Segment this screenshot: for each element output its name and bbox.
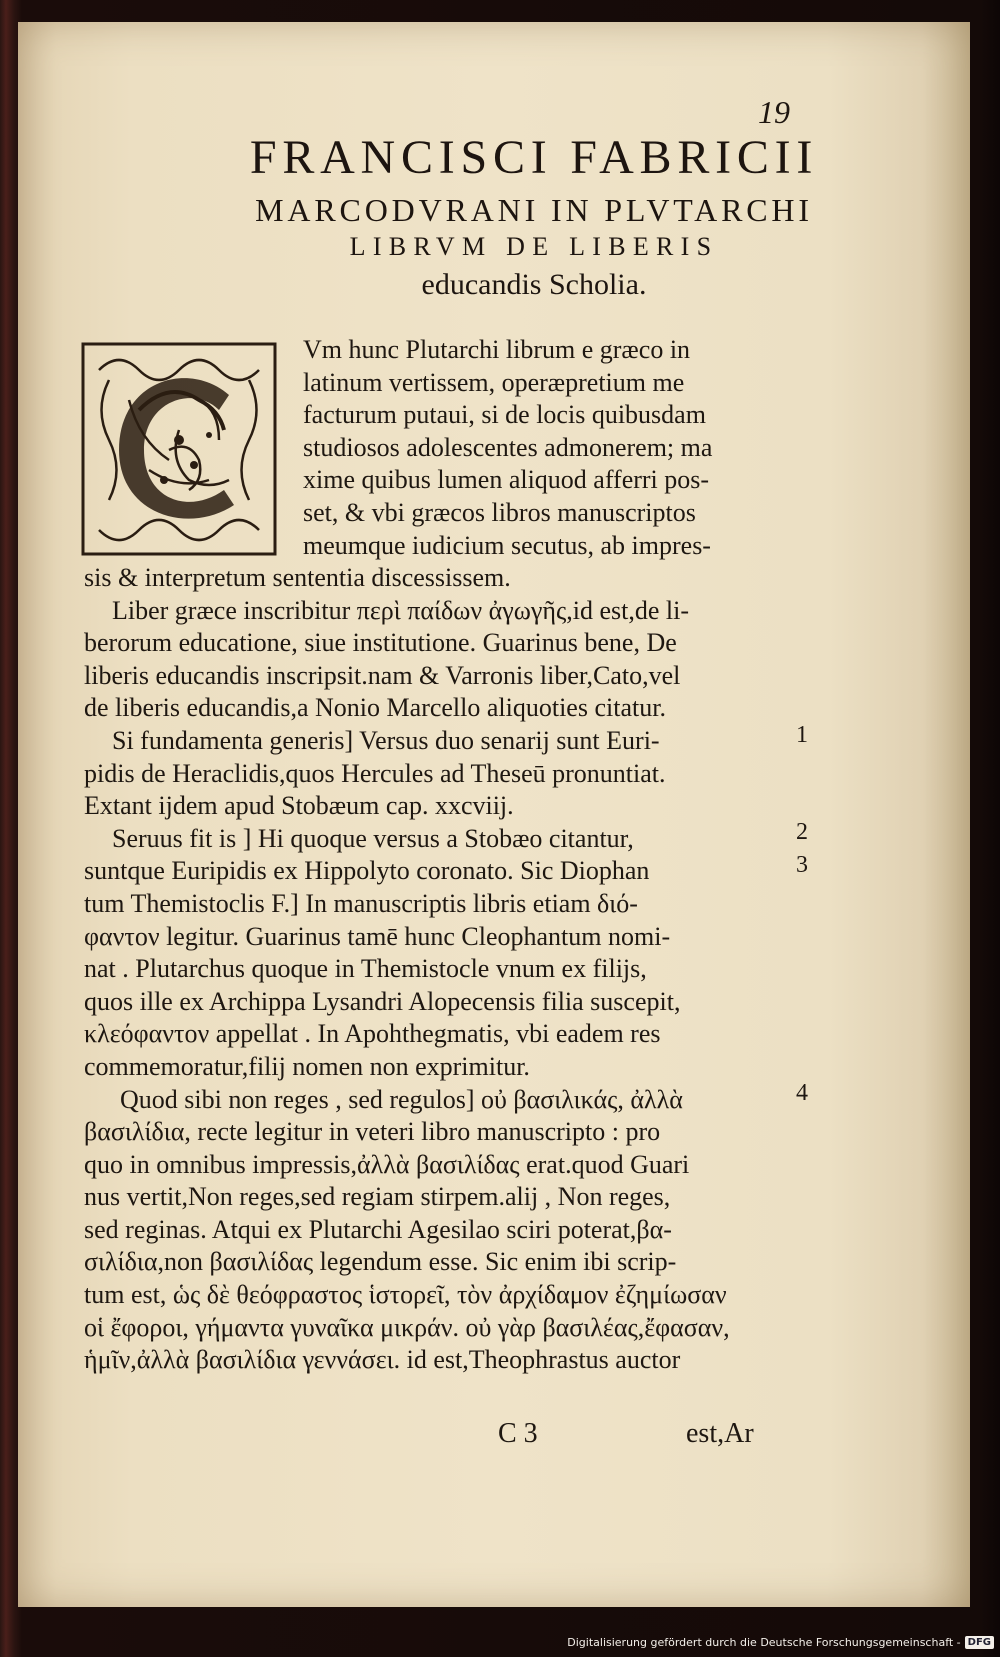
catchword: est,Ar [686,1418,754,1449]
footer-credit-text: Digitalisierung gefördert durch die Deutsche Forschungsgemeinschaft - [567,1635,961,1649]
text-line: Si fundamenta generis] Versus duo senarij sunt Euri- [112,725,660,755]
text-line: facturum putaui, si de locis quibusdam [303,400,706,430]
text-line: latinum vertissem, operæpretium me [303,367,685,397]
text-line: sed reginas. Atqui ex Plutarchi Agesilao sciri poterat,βα- [84,1214,672,1244]
text-line: berorum educatione, siue institutione. Guarinus bene, De [84,628,677,658]
text-line: nat . Plutarchus quoque in Themistocle vnum ex filijs, [84,954,647,984]
margin-note-number: 1 [796,722,808,748]
text-line: quos ille ex Archippa Lysandri Alopecensis filia suscepit, [84,986,681,1016]
text-line: Extant ijdem apud Stobæum cap. xxcviij. [84,791,514,821]
book-page [18,22,970,1607]
margin-note-number: 4 [796,1080,808,1106]
text-line: tum Themistoclis F.] In manuscriptis libris etiam διό- [84,888,638,918]
text-line: meumque iudicium secutus, ab impres- [303,530,711,560]
title-line-2: MARCODVRANI IN PLVTARCHI [255,192,813,228]
page-number: 19 [758,94,790,130]
text-line: βασιλίδια, recte legitur in veteri libro manuscripto : pro [84,1117,661,1147]
text-line: σιλίδια,non βασιλίδας legendum esse. Sic enim ibi scrip- [84,1247,677,1277]
intro-paragraph [303,334,783,562]
text-line: φαντον legitur. Guarinus tamē hunc Cleophantum nomi- [84,921,671,951]
margin-note-number: 2 [796,819,808,845]
text-line: suntque Euripidis ex Hippolyto coronato. Sic Diophan [84,856,650,886]
text-line: κλεόφαντον appellat . In Apohthegmatis, vbi eadem res [84,1019,661,1049]
text-line: nus vertit,Non reges,sed regiam stirpem.alij , Non reges, [84,1182,671,1212]
margin-note-number: 3 [796,852,808,878]
text-line: tum est, ὡς δὲ θεόφραστος ἱστορεῖ, τὸν ἀρχίδαμον ἐζημίωσαν [84,1280,727,1310]
dfg-logo-icon: DFG [965,1636,994,1649]
text-line: sis & interpretum sententia discessissem. [84,563,511,592]
text-line: Vm hunc Plutarchi librum e græco in [303,335,691,364]
text-line: set, & vbi græcos libros manuscriptos [303,497,696,527]
decorated-initial-C-icon [78,340,280,558]
text-line: pidis de Heraclidis,quos Hercules ad Theseū pronuntiat. [84,758,666,788]
text-line: ἡμῖν,ἀλλὰ βασιλίδια γεννάσει. id est,Theophrastus auctor [84,1345,681,1375]
body-text [84,562,784,1377]
text-line: Quod sibi non reges , sed regulos] οὐ βασιλικάς, ἀλλὰ [120,1084,683,1114]
text-line: οἱ ἔφοροι, γήμαντα γυναῖκα μικράν. οὐ γὰρ βασιλέας,ἔφασαν, [84,1312,730,1342]
text-line: quo in omnibus impressis,ἀλλὰ βασιλίδας erat.quod Guari [84,1149,690,1179]
title-line-4: educandis Scholia. [421,268,647,301]
title-line-3: LIBRVM DE LIBERIS [349,232,719,261]
text-line: de liberis educandis,a Nonio Marcello aliquoties citatur. [84,693,666,723]
text-line: commemoratur,filij nomen non exprimitur. [84,1051,530,1081]
text-line: Liber græce inscribitur περὶ παίδων ἀγωγῆς,id est,de li- [112,595,689,625]
signature-mark: C 3 [498,1418,538,1449]
digitization-footer [567,1631,994,1653]
text-line: xime quibus lumen aliquod afferri pos- [303,465,710,495]
text-line: liberis educandis inscripsit.nam & Varronis liber,Cato,vel [84,660,681,690]
title-line-1: FRANCISCI FABRICII [249,131,819,184]
text-line: studiosos adolescentes admonerem; ma [303,432,713,462]
text-line: Seruus fit is ] Hi quoque versus a Stobæo citantur, [112,823,634,853]
